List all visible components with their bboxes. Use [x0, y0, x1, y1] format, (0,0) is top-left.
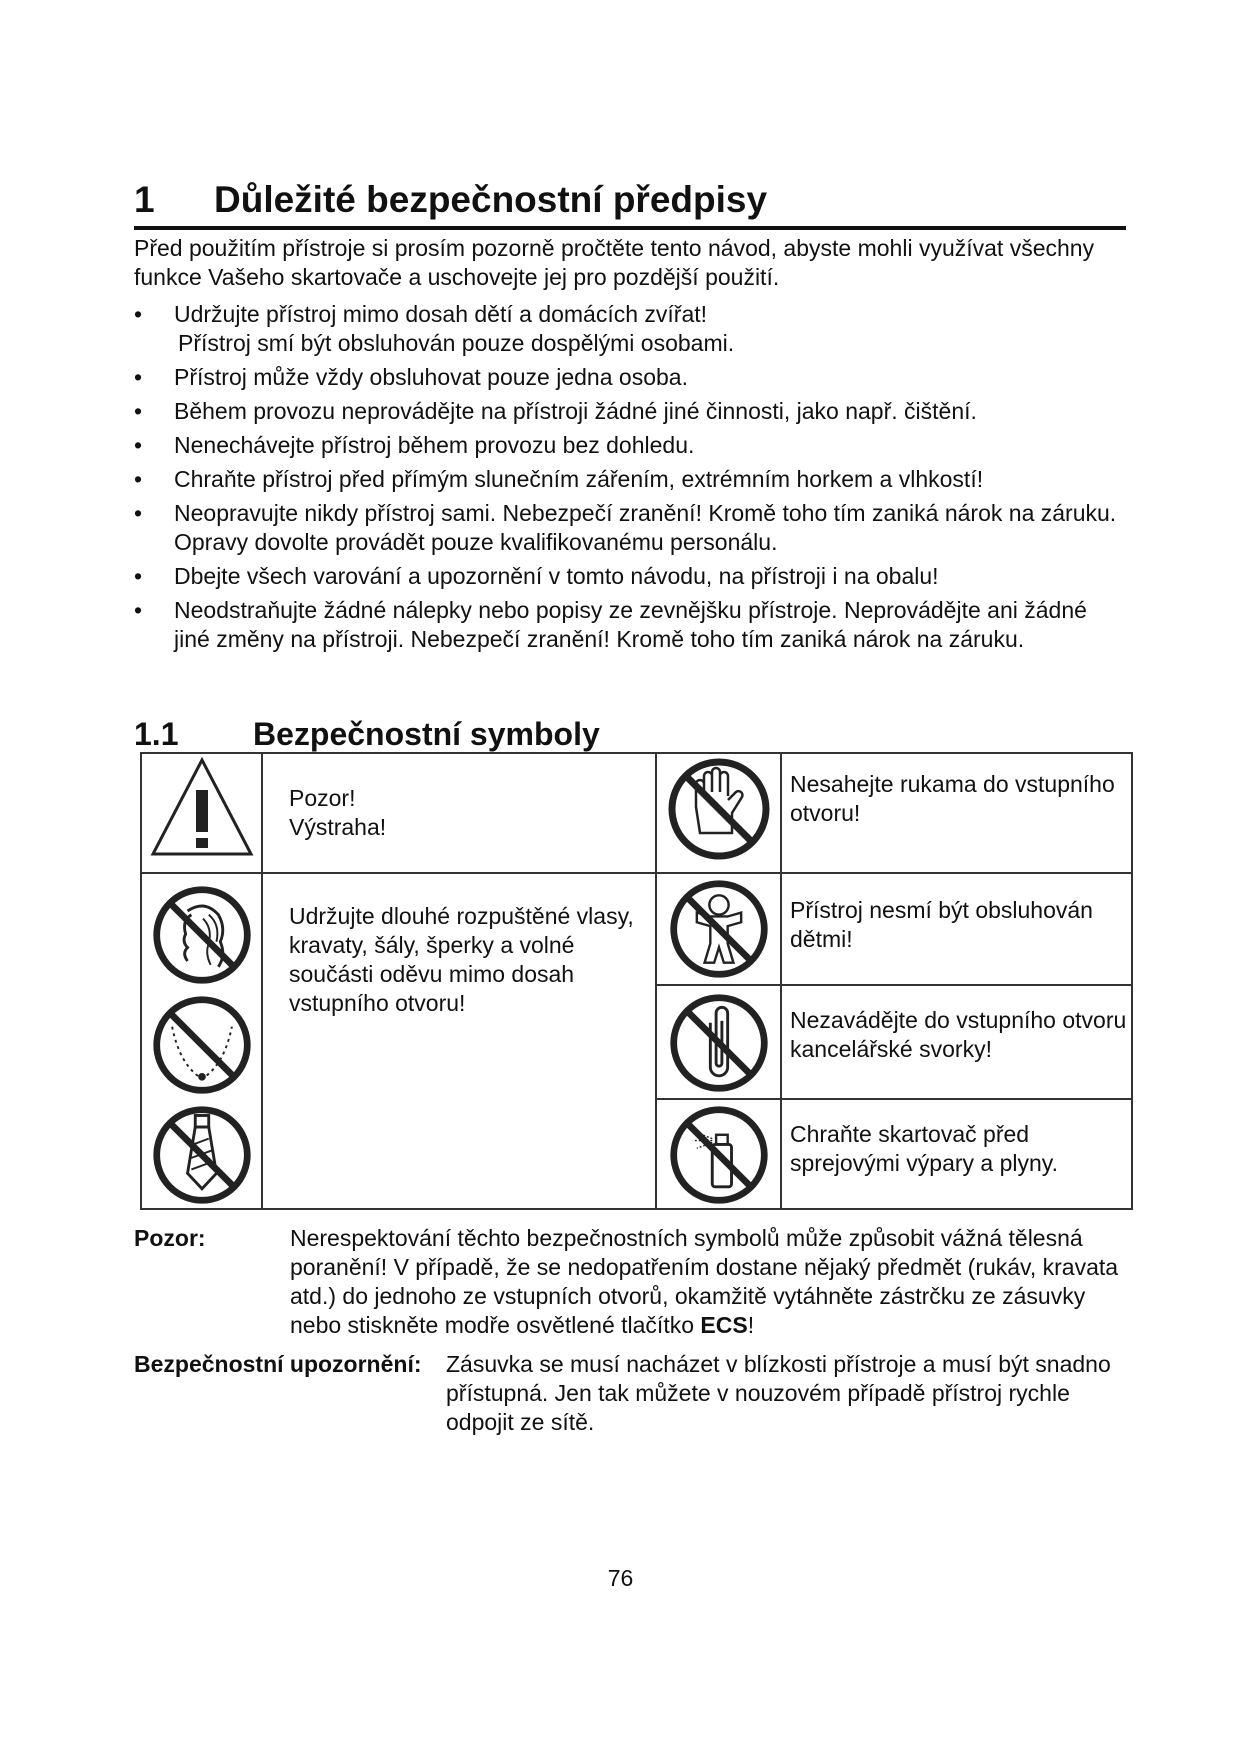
section-number: 1 — [134, 179, 155, 220]
children-text-cell: Přístroj nesmí být obsluhován dětmi! — [781, 873, 1132, 985]
bullet-glyph: • — [134, 563, 143, 589]
section-title: Důležité bezpečnostní předpisy — [214, 179, 768, 220]
list-item-text: Přístroj může vždy obsluhovat pouze jedna osoba. — [174, 364, 688, 390]
no-spray-icon — [666, 1102, 772, 1208]
clothing-icons-cell — [141, 873, 262, 1209]
section-heading — [134, 176, 1126, 230]
bullet-glyph: • — [134, 364, 143, 390]
safety-note — [134, 1350, 1126, 1437]
bullet-glyph: • — [134, 466, 143, 492]
no-children-icon-cell — [656, 873, 781, 985]
list-item-text: Chraňte přístroj před přímým slunečním zářením, extrémním horkem a vlhkostí! — [174, 466, 984, 492]
page-number: 76 — [607, 1565, 634, 1591]
subsection-number: 1.1 — [134, 716, 179, 752]
no-hands-icon-cell — [656, 753, 781, 873]
note-text-end: ! — [747, 1312, 755, 1338]
safety-symbols-table — [140, 752, 1133, 1210]
list-item — [134, 596, 1126, 654]
list-item — [134, 363, 1126, 392]
clips-text-cell: Nezavádějte do vstupního otvoru kancelářské svorky! — [781, 985, 1132, 1099]
list-item — [134, 300, 1126, 358]
no-paper-clip-icon-cell — [656, 985, 781, 1099]
list-item — [134, 562, 1126, 591]
bullet-glyph: • — [134, 500, 143, 526]
no-long-hair-icon — [149, 882, 255, 988]
no-necklace-icon — [149, 992, 255, 1098]
list-item-text: Dbejte všech varování a upozornění v tomto návodu, na přístroji i na obalu! — [174, 563, 939, 589]
bullet-glyph: • — [134, 432, 143, 458]
hands-text-cell: Nesahejte rukama do vstupního otvoru! — [781, 753, 1132, 873]
no-spray-icon-cell — [656, 1099, 781, 1209]
spray-text-cell: Chraňte skartovač před sprejovými výpary a plyny. — [781, 1099, 1132, 1209]
list-item — [134, 397, 1126, 426]
list-item-text: Neodstraňujte žádné nálepky nebo popisy ze zevnějšku přístroje. Neprovádějte ani žádné jiné změny na přístroji. Nebezpečí zranění! Kromě toho tím zaniká nárok na záruku. — [174, 597, 1087, 652]
bullet-glyph: • — [134, 597, 143, 623]
safety-list — [134, 300, 1126, 659]
list-item — [134, 465, 1126, 494]
intro-paragraph: Před použitím přístroje si prosím pozorně pročtěte tento návod, abyste mohli využívat všechny funkce Vašeho skartovače a uschovejte jej pro pozdější použití. — [134, 235, 1095, 290]
bullet-glyph: • — [134, 301, 143, 327]
list-item — [134, 499, 1126, 557]
hair-text-cell: Udržujte dlouhé rozpuštěné vlasy, kravaty, šály, šperky a volné součásti oděvu mimo dosah vstupního otvoru! — [262, 873, 656, 1209]
no-hands-icon — [664, 754, 774, 864]
list-item-subtext: Přístroj smí být obsluhován pouze dospělými osobami. — [178, 330, 735, 356]
ecs-button-label: ECS — [700, 1312, 748, 1338]
warning-label: Pozor! — [289, 785, 356, 811]
no-paper-clip-icon — [666, 990, 772, 1096]
note-text — [290, 1224, 1126, 1340]
list-item-text: Nenechávejte přístroj během provozu bez dohledu. — [174, 432, 695, 458]
note-label: Bezpečnostní upozornění: — [134, 1351, 422, 1377]
no-tie-icon — [149, 1102, 255, 1208]
warning-triangle-icon — [147, 754, 257, 864]
pozor-note — [134, 1224, 1126, 1340]
list-item-text: Během provozu neprovádějte na přístroji žádné jiné činnosti, jako např. čištění. — [174, 398, 977, 424]
list-item-text: Neopravujte nikdy přístroj sami. Nebezpečí zranění! Kromě toho tím zaniká nárok na záruku. Opravy dovolte provádět pouze kvalifikovanému personálu. — [174, 500, 1117, 555]
warning-icon-cell — [141, 753, 262, 873]
note-text: Zásuvka se musí nacházet v blízkosti přístroje a musí být snadno přístupná. Jen tak můžete v nouzovém případě přístroj rychle odpojit ze sítě. — [446, 1351, 1111, 1435]
subsection-title: Bezpečnostní symboly — [253, 716, 600, 752]
note-label: Pozor: — [134, 1225, 206, 1251]
list-item — [134, 431, 1126, 460]
warning-text-cell — [262, 753, 656, 873]
subsection-heading — [134, 714, 834, 754]
note-text-main: Nerespektování těchto bezpečnostních symbolů může způsobit vážná tělesná poranění! V případě, že se nedopatřením dostane nějaký předmět (rukáv, kravata atd.) do jednoho ze vstupních otvorů, okamžitě vytáhněte zástrčku ze zásuvky nebo stiskněte modře osvětlené tlačítko — [290, 1225, 1119, 1338]
list-item-text: Udržujte přístroj mimo dosah dětí a domácích zvířat! — [174, 301, 708, 327]
no-children-icon — [666, 876, 772, 982]
bullet-glyph: • — [134, 398, 143, 424]
warning-label-2: Výstraha! — [289, 814, 387, 840]
